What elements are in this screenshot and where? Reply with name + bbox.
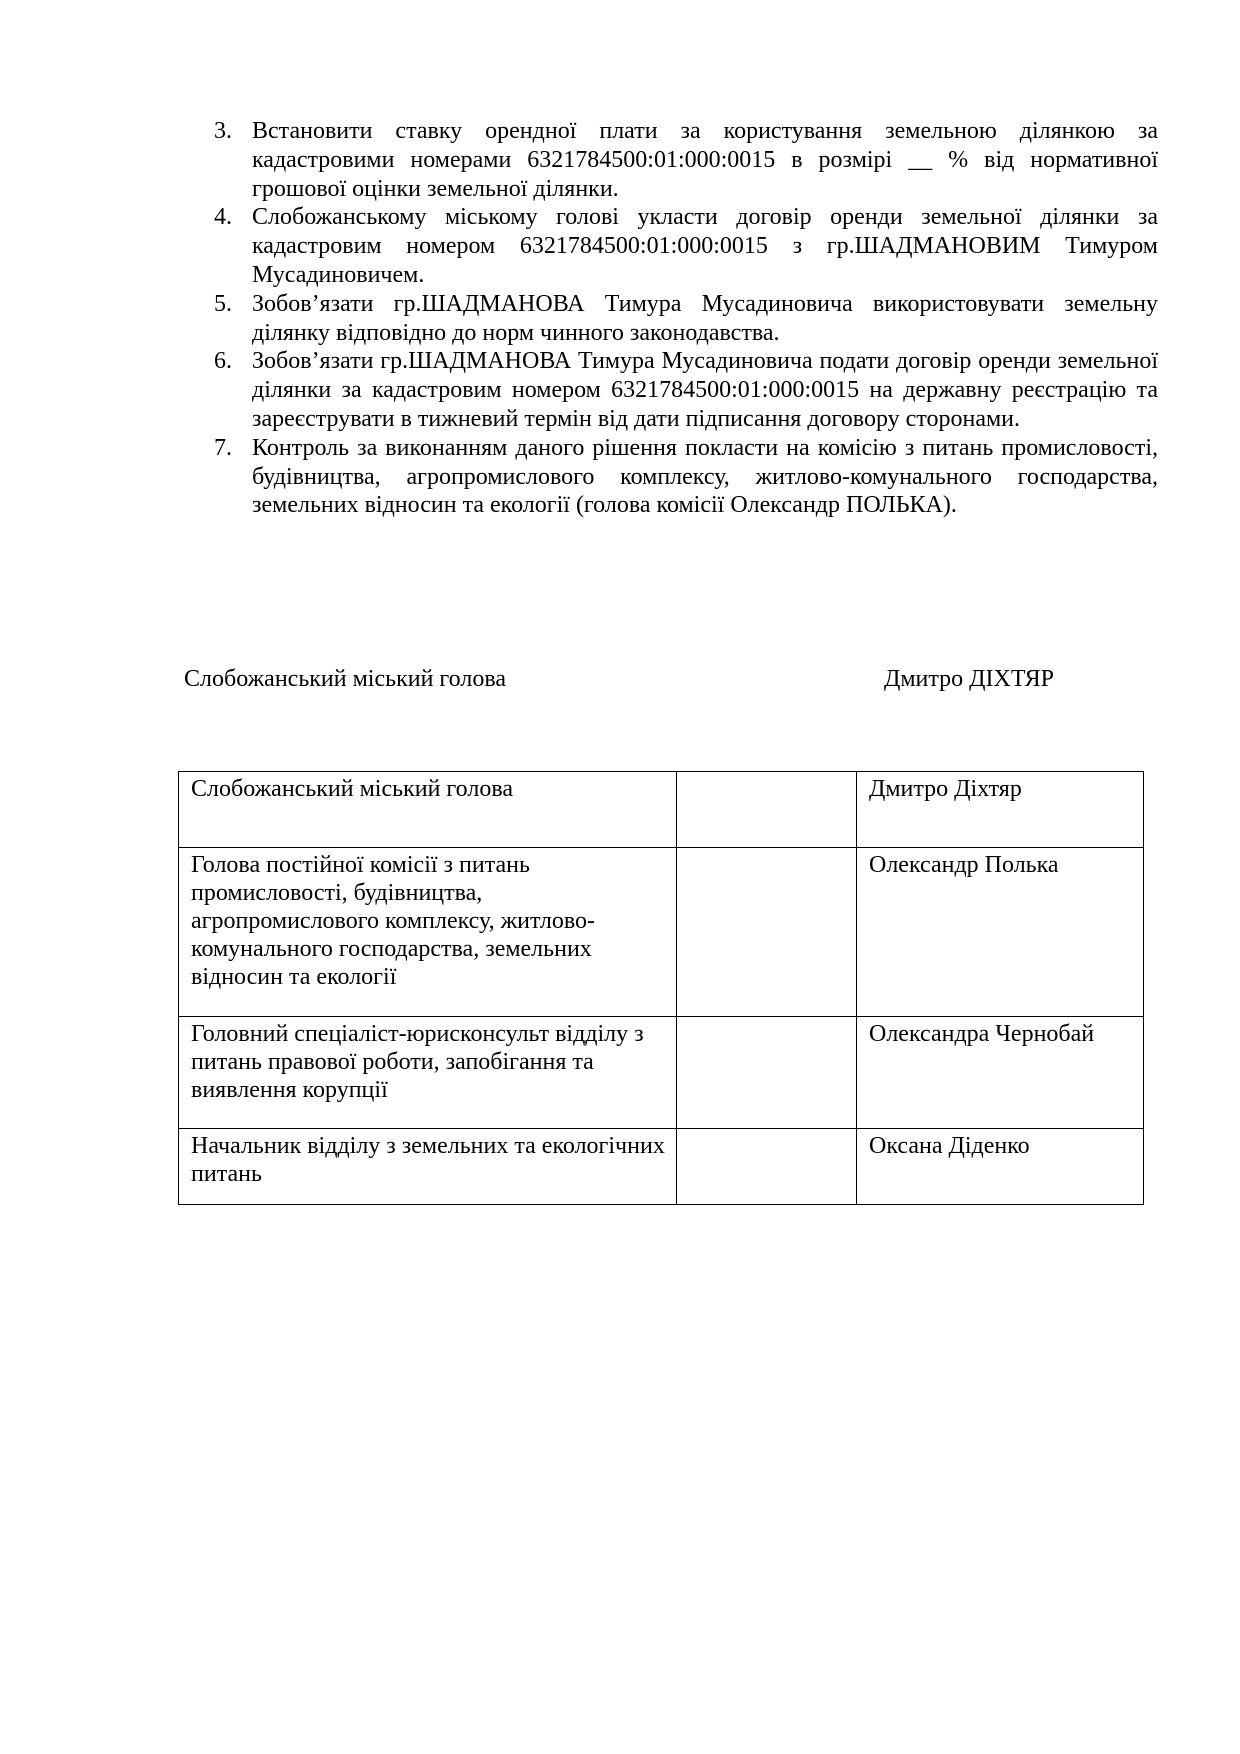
- resolution-item: [206, 290, 1158, 348]
- signature-name: Дмитро ДІХТЯР: [884, 666, 1054, 692]
- approval-name: Олександра Чернобай: [857, 1017, 1144, 1129]
- approval-role: Головний спеціаліст-юрисконсульт відділу з питань правової роботи, запобігання та виявлення корупції: [179, 1017, 677, 1129]
- approval-role: Слобожанський міський голова: [179, 772, 677, 848]
- resolution-items-list: [206, 117, 1158, 520]
- approval-table: [178, 771, 1144, 1205]
- approval-name: Оксана Діденко: [857, 1129, 1144, 1205]
- item-number: 5.: [214, 290, 232, 317]
- resolution-item: [206, 347, 1158, 433]
- resolution-item: [206, 117, 1158, 203]
- approval-signature-cell: [677, 772, 857, 848]
- resolution-item: [206, 434, 1158, 520]
- signature-title: Слобожанський міський голова: [184, 666, 506, 692]
- item-text: Встановити ставку орендної плати за користування земельною ділянкою за кадастровими номерами 6321784500:01:000:0015 в розмірі __ % від нормативної грошової оцінки земельної ділянки.: [252, 118, 1158, 202]
- item-number: 4.: [214, 204, 232, 231]
- approval-name: Олександр Полька: [857, 848, 1144, 1017]
- item-text: Слобожанському міському голові укласти договір оренди земельної ділянки за кадастровим номером 6321784500:01:000:0015 з гр.ШАДМАНОВИМ Тимуром Мусадиновичем.: [252, 204, 1158, 288]
- approval-row: [179, 1129, 1144, 1205]
- approval-row: [179, 848, 1144, 1017]
- approval-row: [179, 772, 1144, 848]
- approval-signature-cell: [677, 848, 857, 1017]
- item-number: 7.: [214, 434, 232, 461]
- item-text: Зобов’язати гр.ШАДМАНОВА Тимура Мусадиновича подати договір оренди земельної ділянки за кадастровим номером 6321784500:01:000:0015 на державну реєстрацію та зареєструвати в тижневий термін від дати підписання договору сторонами.: [252, 348, 1158, 432]
- approval-role: Голова постійної комісії з питань промисловості, будівництва, агропромислового комплексу, житлово-комунального господарства, земельних відносин та екології: [179, 848, 677, 1017]
- item-number: 3.: [214, 118, 232, 144]
- approval-row: [179, 1017, 1144, 1129]
- item-number: 6.: [214, 348, 232, 375]
- approval-signature-cell: [677, 1017, 857, 1129]
- approval-role: Начальник відділу з земельних та екологічних питань: [179, 1129, 677, 1205]
- item-text: Зобов’язати гр.ШАДМАНОВА Тимура Мусадиновича використовувати земельну ділянку відповідно до норм чинного законодавства.: [252, 290, 1158, 346]
- item-text: Контроль за виконанням даного рішення покласти на комісію з питань промисловості, будівництва, агропромислового комплексу, житлово-комунального господарства, земельних відносин та екології (голова комісії Олександр ПОЛЬКА).: [252, 434, 1158, 519]
- approval-name: Дмитро Діхтяр: [857, 772, 1144, 848]
- approval-signature-cell: [677, 1129, 857, 1205]
- resolution-item: [206, 203, 1158, 289]
